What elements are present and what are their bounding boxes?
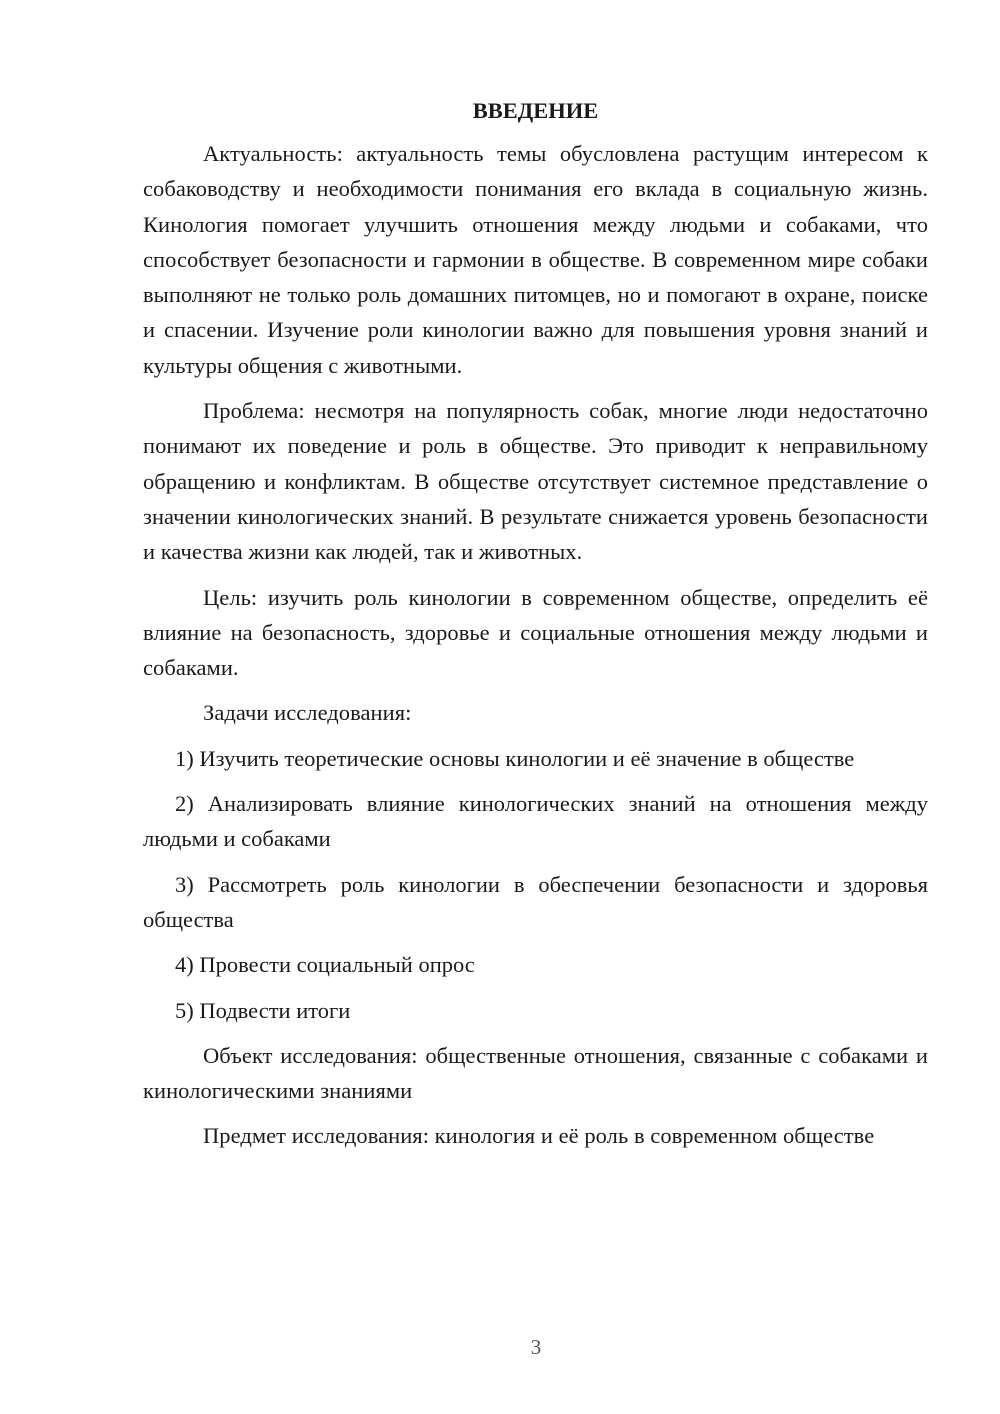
paragraph-object: Объект исследования: общественные отношения, связанные с собаками и кинологическими знаниями (143, 1042, 928, 1104)
paragraph-goal: Цель: изучить роль кинологии в современном обществе, определить её влияние на безопасность, здоровье и социальные отношения между людьми и собаками. (143, 584, 928, 681)
paragraph-problem: Проблема: несмотря на популярность собак, многие люди недостаточно понимают их поведение и роль в обществе. Это приводит к неправильному обращению и конфликтам. В обществе отсутствует системное представление о значении кинологических знаний. В результате снижается уровень безопасности и качества жизни как людей, так и животных. (143, 398, 928, 565)
task-item-1: 1) Изучить теоретические основы кинологии и её значение в обществе (175, 745, 855, 771)
paragraph-relevance: Актуальность: актуальность темы обусловлена растущим интересом к собаководству и необходимости понимания его вклада в социальную жизнь. Кинология помогает улучшить отношения между людьми и собаками, что способствует безопасности и гармонии в обществе. В современном мире собаки выполняют не только роль домашних питомцев, но и помогают в охране, поиске и спасении. Изучение роли кинологии важно для повышения уровня знаний и культуры общения с животными. (143, 141, 928, 378)
task-item-5: 5) Подвести итоги (175, 997, 351, 1023)
page-number: 3 (530, 1335, 542, 1359)
paragraph-subject: Предмет исследования: кинология и её роль в современном обществе (203, 1123, 875, 1149)
page-title: ВВЕДЕНИЕ (472, 98, 599, 123)
task-item-2: 2) Анализировать влияние кинологических знаний на отношения между людьми и собаками (143, 791, 928, 852)
document-page (143, 93, 928, 1164)
task-item-3: 3) Рассмотреть роль кинологии в обеспечении безопасности и здоровья общества (143, 871, 928, 932)
paragraph-tasks-heading: Задачи исследования: (203, 700, 412, 726)
task-item-4: 4) Провести социальный опрос (175, 952, 475, 978)
